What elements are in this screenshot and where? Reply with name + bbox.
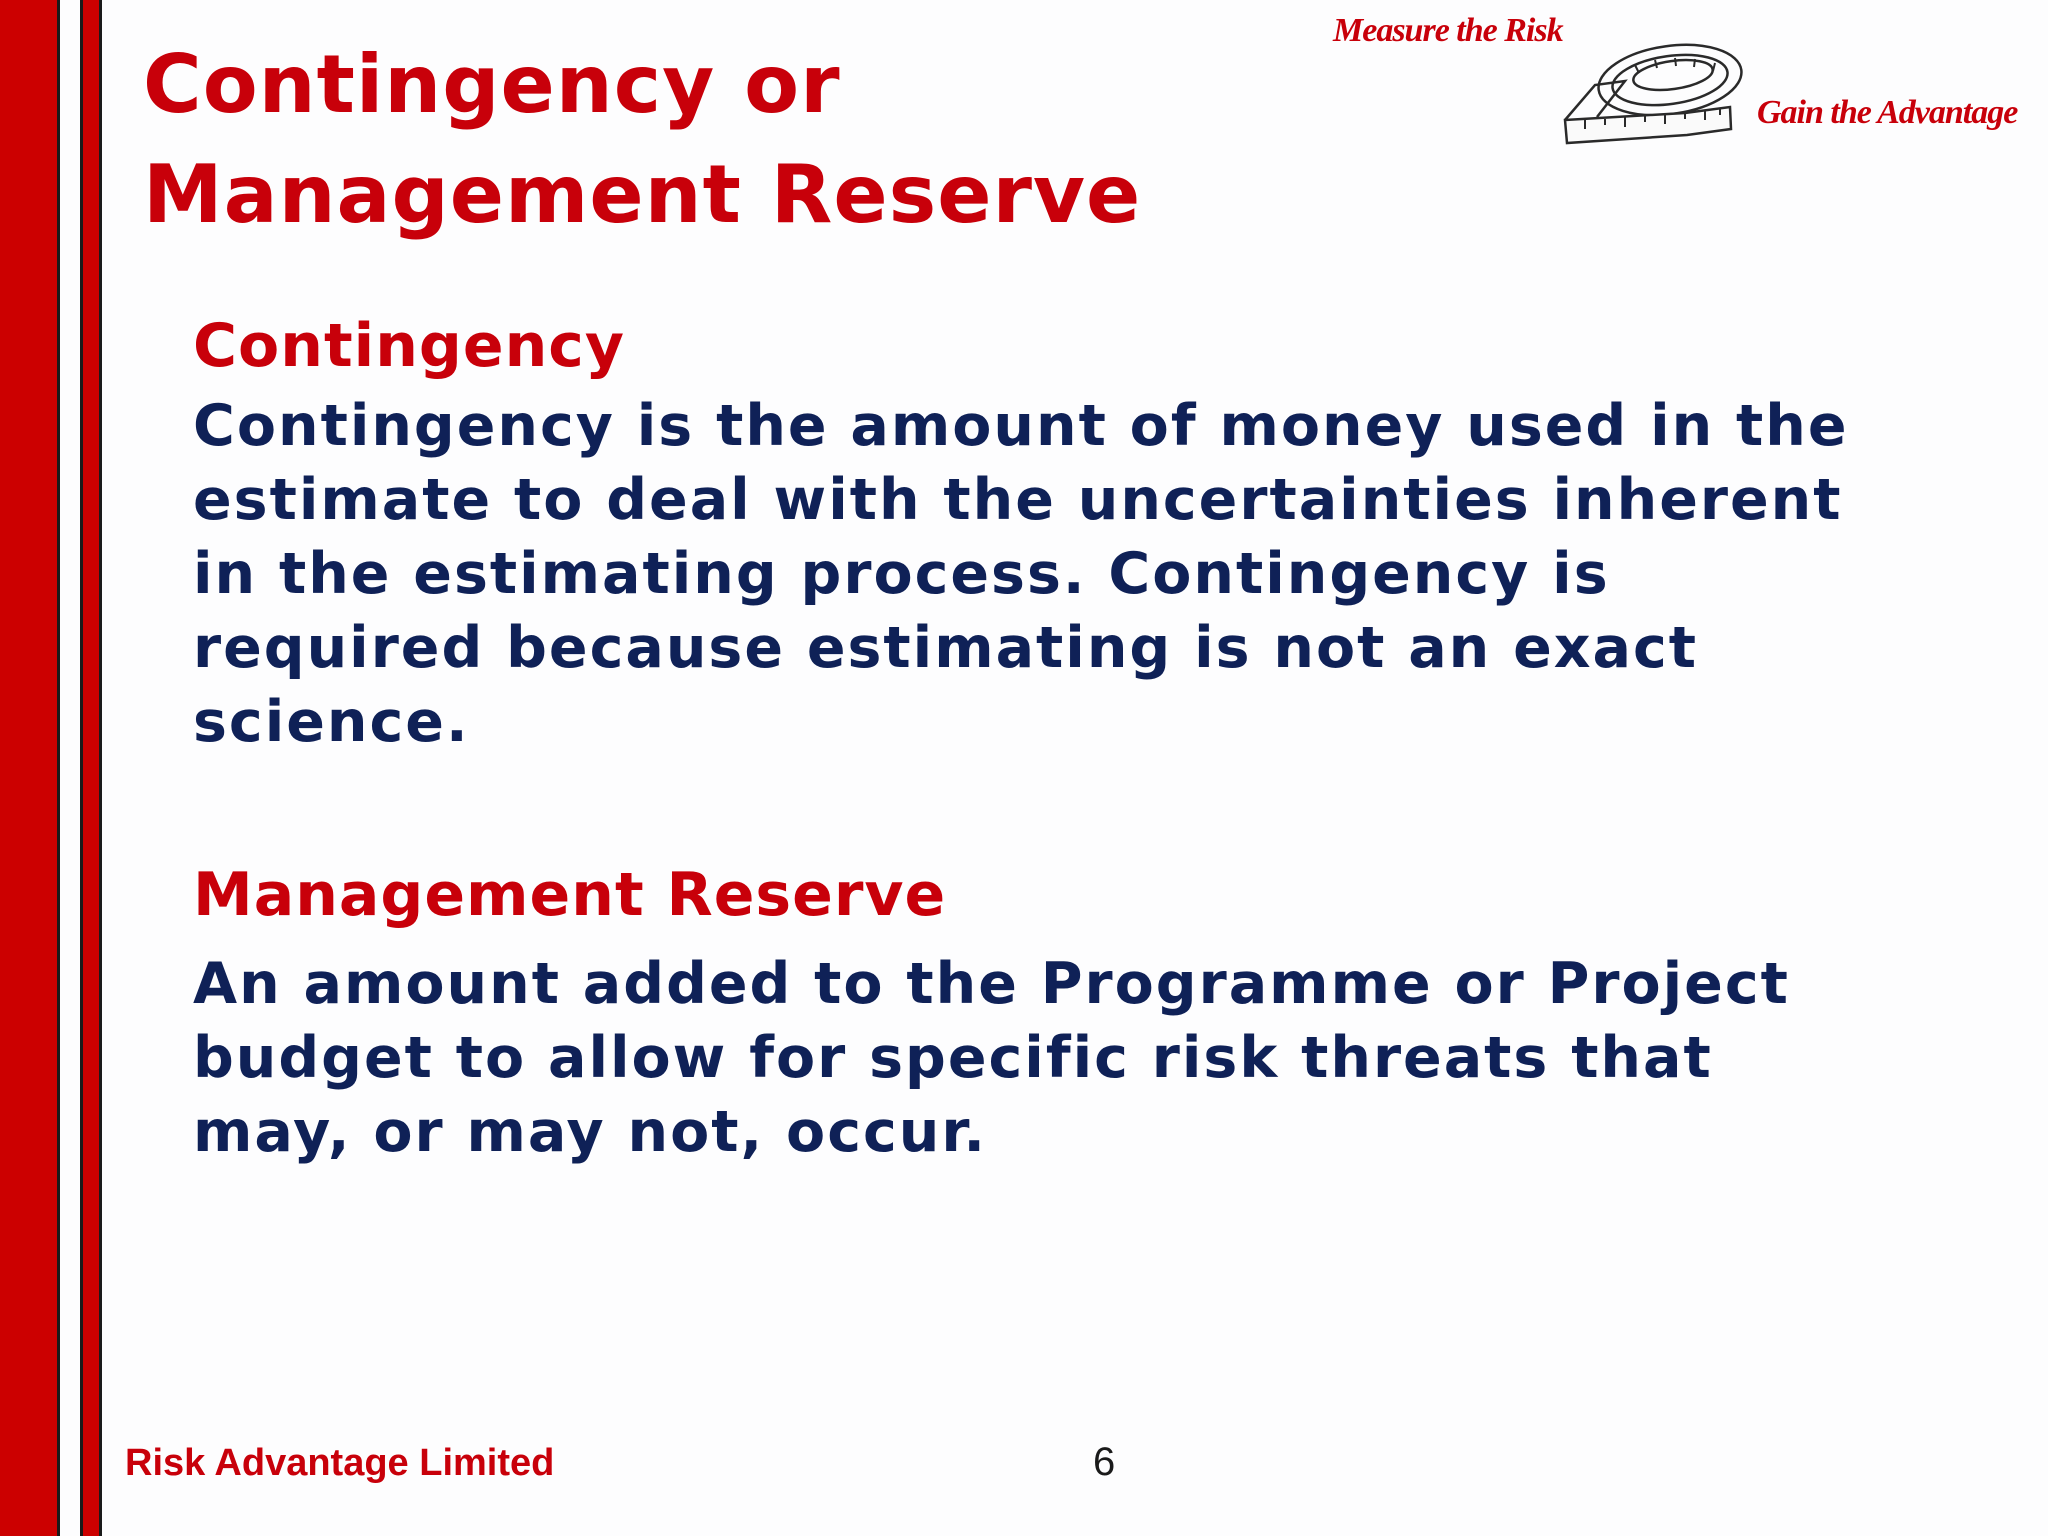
logo-tagline-bottom: Gain the Advantage [1757, 94, 2018, 131]
body-line: Contingency is the amount of money used in the [193, 393, 1849, 459]
section-heading-management-reserve: Management Reserve [193, 860, 947, 930]
logo-tagline-top: Measure the Risk [1333, 12, 1563, 49]
slide-title-line-2: Management Reserve [143, 148, 1142, 241]
tape-measure-icon [1555, 25, 1755, 155]
slide-title-line-1: Contingency or [143, 38, 841, 131]
section-heading-contingency: Contingency [193, 311, 625, 381]
left-accent-bar [0, 0, 60, 1536]
body-line: estimate to deal with the uncertainties inherent [193, 467, 1843, 533]
slide-title [143, 30, 1141, 250]
body-line: budget to allow for specific risk threats that [193, 1025, 1713, 1091]
section-body-management-reserve [193, 947, 1953, 1169]
body-line: in the estimating process. Contingency is [193, 541, 1610, 607]
left-accent-stripe [80, 0, 102, 1536]
body-line: may, or may not, occur. [193, 1099, 987, 1165]
body-line: required because estimating is not an exact [193, 615, 1699, 681]
section-body-contingency [193, 389, 1953, 759]
body-line: An amount added to the Programme or Project [193, 951, 1790, 1017]
footer-company-name: Risk Advantage Limited [125, 1442, 555, 1484]
body-line: science. [193, 689, 470, 755]
page-number: 6 [1093, 1440, 1116, 1484]
